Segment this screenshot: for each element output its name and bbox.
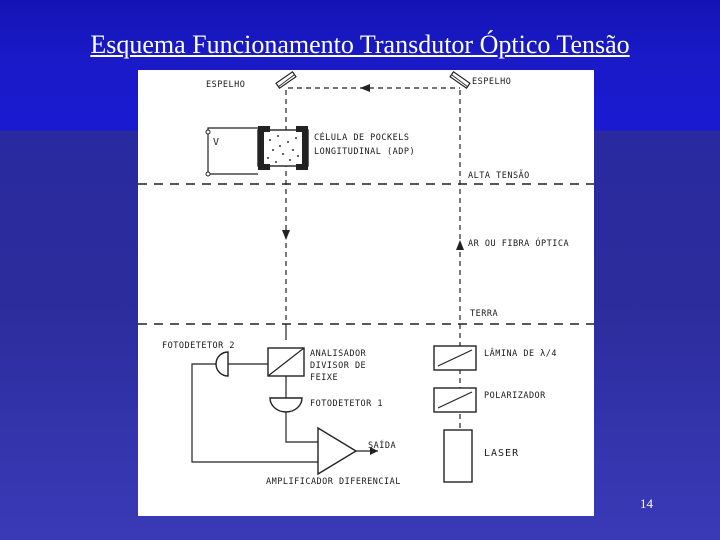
differential-amplifier <box>192 364 378 474</box>
left-mirror <box>276 72 296 88</box>
quarter-wave-label: LÂMINA DE λ/4 <box>484 349 558 359</box>
voltage-label: V <box>213 137 221 148</box>
voltage-circuit <box>206 128 258 176</box>
analyzer-label-line3: FEIXE <box>310 373 339 383</box>
laser <box>444 430 472 482</box>
ground-label: TERRA <box>470 309 499 319</box>
diff-amp-label: AMPLIFICADOR DIFERENCIAL <box>266 477 401 487</box>
photodetector-2 <box>216 352 268 376</box>
mirror-left-label: ESPELHO <box>206 80 246 90</box>
photodetector2-label: FOTODETETOR 2 <box>162 341 236 351</box>
photodetector1-label: FOTODETETOR 1 <box>310 399 384 409</box>
high-voltage-label: ALTA TENSÃO <box>468 171 530 181</box>
pockels-label-line2: LONGITUDINAL (ADP) <box>314 147 416 157</box>
right-mirror <box>450 72 470 88</box>
slide-title: Esquema Funcionamento Transdutor Óptico Tensão <box>90 30 630 59</box>
slide-number: 14 <box>640 496 653 511</box>
laser-label: LASER <box>484 448 520 459</box>
output-label: SAÍDA <box>368 441 397 451</box>
mirror-right-label: ESPELHO <box>472 77 512 87</box>
top-beam-arrow <box>360 84 370 92</box>
polarizer <box>434 388 476 412</box>
up-arrow <box>456 240 464 250</box>
polarizer-label: POLARIZADOR <box>484 391 546 401</box>
transducer-diagram <box>138 70 594 516</box>
analyzer-beam-splitter <box>268 348 304 376</box>
photodetector-1 <box>270 376 302 412</box>
pockels-cell <box>258 126 308 170</box>
analyzer-label-line2: DIVISOR DE <box>310 361 367 371</box>
pockels-label-line1: CÉLULA DE POCKELS <box>314 133 410 143</box>
air-fiber-label: AR OU FIBRA ÓPTICA <box>468 239 570 249</box>
quarter-wave-plate <box>434 346 476 370</box>
down-arrow <box>282 230 290 240</box>
diagram-svg <box>138 70 594 516</box>
analyzer-label-line1: ANALISADOR <box>310 349 367 359</box>
